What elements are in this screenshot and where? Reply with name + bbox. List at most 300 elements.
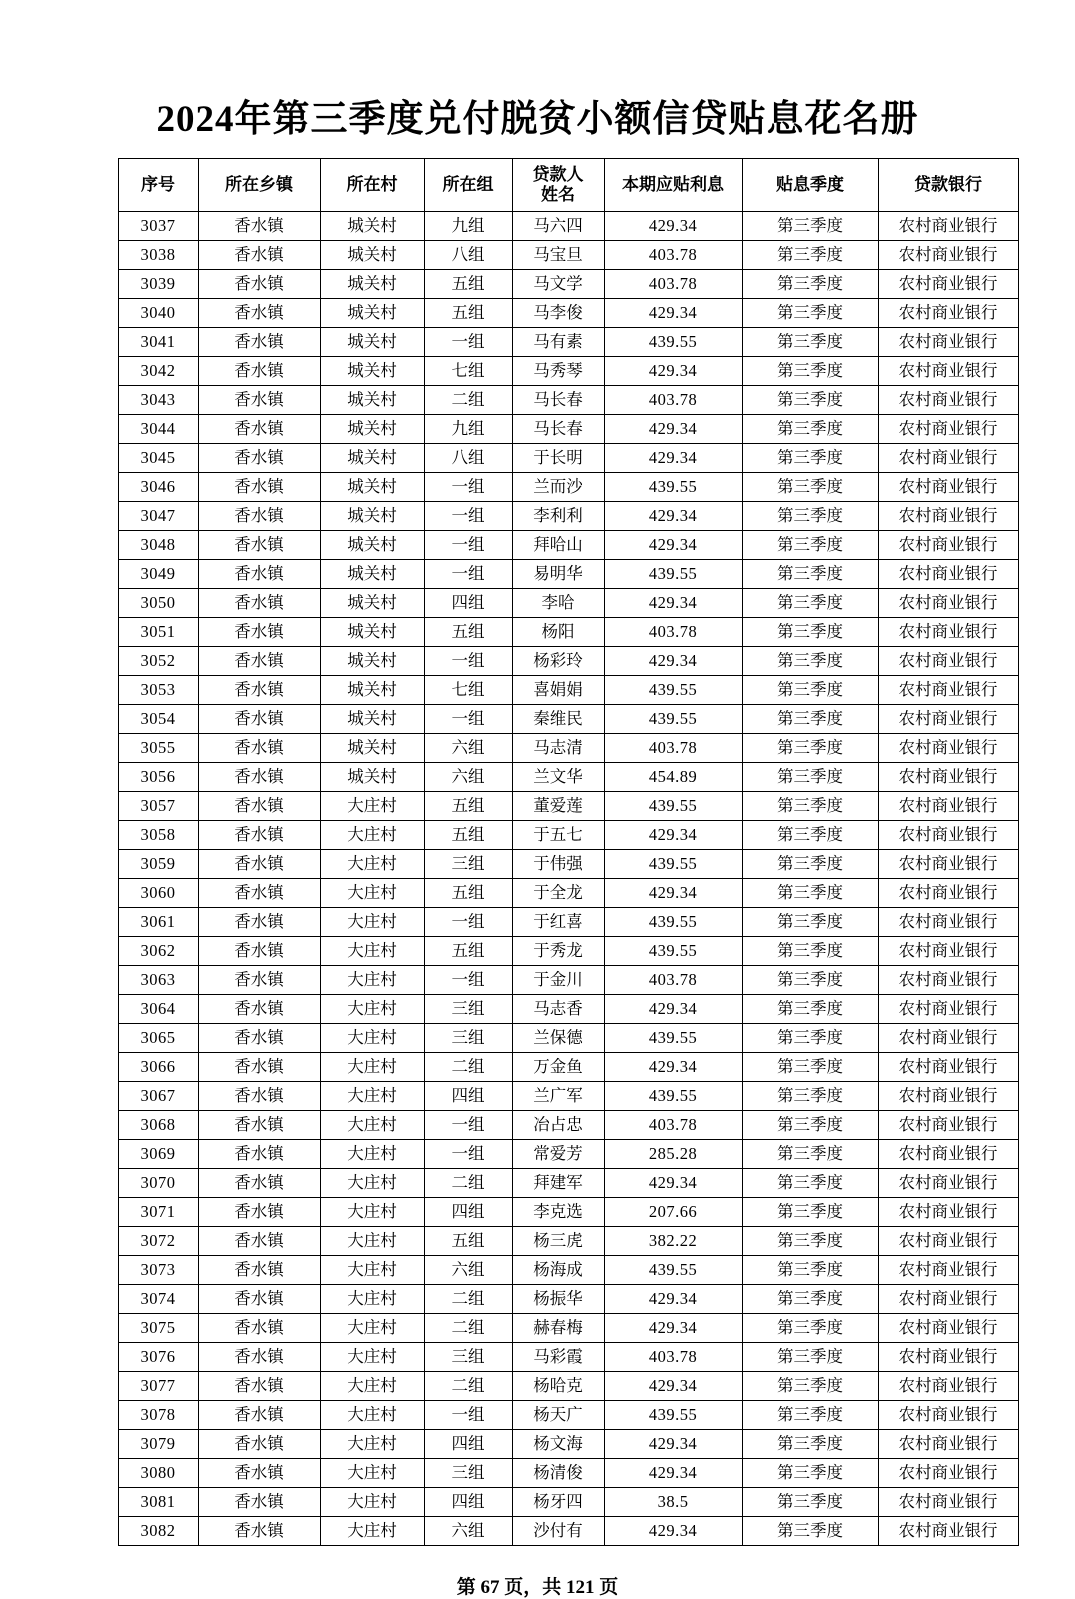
table-row [118, 415, 1018, 444]
cell-quarter: 第三季度 [742, 299, 878, 328]
cell-interest: 454.89 [604, 763, 742, 792]
cell-group: 二组 [424, 1285, 512, 1314]
table-row [118, 473, 1018, 502]
cell-interest: 429.34 [604, 212, 742, 241]
cell-borrower-name: 马文学 [512, 270, 604, 299]
cell-borrower-name: 沙付有 [512, 1517, 604, 1546]
cell-quarter: 第三季度 [742, 1024, 878, 1053]
cell-group: 一组 [424, 1140, 512, 1169]
cell-borrower-name: 于五七 [512, 821, 604, 850]
cell-village: 城关村 [320, 415, 424, 444]
cell-borrower-name: 喜娟娟 [512, 676, 604, 705]
cell-village: 城关村 [320, 241, 424, 270]
page-title: 2024年第三季度兑付脱贫小额信贷贴息花名册 [156, 99, 919, 140]
cell-borrower-name: 马志香 [512, 995, 604, 1024]
column-header-borrower-name [512, 159, 604, 212]
table-row [118, 1372, 1018, 1401]
cell-group: 六组 [424, 763, 512, 792]
cell-seq: 3066 [118, 1053, 198, 1082]
cell-interest: 429.34 [604, 1169, 742, 1198]
cell-borrower-name: 常爱芳 [512, 1140, 604, 1169]
cell-interest: 429.34 [604, 1372, 742, 1401]
cell-village: 大庄村 [320, 1459, 424, 1488]
cell-bank: 农村商业银行 [878, 647, 1018, 676]
table-row [118, 705, 1018, 734]
cell-group: 四组 [424, 1430, 512, 1459]
cell-seq: 3068 [118, 1111, 198, 1140]
cell-town: 香水镇 [198, 821, 320, 850]
cell-borrower-name: 赫春梅 [512, 1314, 604, 1343]
cell-seq: 3079 [118, 1430, 198, 1459]
cell-bank: 农村商业银行 [878, 1024, 1018, 1053]
cell-seq: 3069 [118, 1140, 198, 1169]
cell-group: 四组 [424, 1488, 512, 1517]
cell-village: 城关村 [320, 502, 424, 531]
cell-bank: 农村商业银行 [878, 212, 1018, 241]
cell-interest: 429.34 [604, 1053, 742, 1082]
cell-town: 香水镇 [198, 850, 320, 879]
cell-seq: 3051 [118, 618, 198, 647]
cell-interest: 403.78 [604, 1111, 742, 1140]
cell-group: 五组 [424, 270, 512, 299]
cell-seq: 3054 [118, 705, 198, 734]
table-row [118, 299, 1018, 328]
cell-quarter: 第三季度 [742, 1256, 878, 1285]
cell-town: 香水镇 [198, 734, 320, 763]
cell-town: 香水镇 [198, 1372, 320, 1401]
table-row [118, 1169, 1018, 1198]
table-row [118, 995, 1018, 1024]
cell-quarter: 第三季度 [742, 1430, 878, 1459]
cell-interest: 439.55 [604, 1024, 742, 1053]
cell-seq: 3056 [118, 763, 198, 792]
cell-town: 香水镇 [198, 1285, 320, 1314]
table-row [118, 1256, 1018, 1285]
cell-borrower-name: 马志清 [512, 734, 604, 763]
cell-bank: 农村商业银行 [878, 386, 1018, 415]
cell-group: 六组 [424, 1517, 512, 1546]
cell-seq: 3082 [118, 1517, 198, 1546]
cell-interest: 403.78 [604, 1343, 742, 1372]
cell-town: 香水镇 [198, 589, 320, 618]
cell-town: 香水镇 [198, 1111, 320, 1140]
cell-bank: 农村商业银行 [878, 1488, 1018, 1517]
cell-borrower-name: 杨振华 [512, 1285, 604, 1314]
cell-seq: 3052 [118, 647, 198, 676]
table-row [118, 241, 1018, 270]
table-row [118, 1111, 1018, 1140]
table-row [118, 647, 1018, 676]
cell-village: 大庄村 [320, 1314, 424, 1343]
cell-interest: 285.28 [604, 1140, 742, 1169]
cell-bank: 农村商业银行 [878, 1430, 1018, 1459]
table-row [118, 879, 1018, 908]
cell-seq: 3038 [118, 241, 198, 270]
cell-interest: 429.34 [604, 821, 742, 850]
column-header-bank: 贷款银行 [878, 159, 1018, 212]
cell-town: 香水镇 [198, 531, 320, 560]
cell-quarter: 第三季度 [742, 1227, 878, 1256]
cell-borrower-name: 马长春 [512, 415, 604, 444]
cell-quarter: 第三季度 [742, 763, 878, 792]
cell-bank: 农村商业银行 [878, 1169, 1018, 1198]
cell-seq: 3071 [118, 1198, 198, 1227]
table-row [118, 1314, 1018, 1343]
cell-group: 五组 [424, 618, 512, 647]
cell-group: 一组 [424, 647, 512, 676]
cell-group: 一组 [424, 705, 512, 734]
table-row [118, 966, 1018, 995]
cell-town: 香水镇 [198, 792, 320, 821]
cell-town: 香水镇 [198, 241, 320, 270]
cell-borrower-name: 万金鱼 [512, 1053, 604, 1082]
cell-bank: 农村商业银行 [878, 937, 1018, 966]
cell-village: 大庄村 [320, 821, 424, 850]
cell-town: 香水镇 [198, 502, 320, 531]
cell-quarter: 第三季度 [742, 1459, 878, 1488]
cell-town: 香水镇 [198, 415, 320, 444]
cell-bank: 农村商业银行 [878, 502, 1018, 531]
cell-town: 香水镇 [198, 1314, 320, 1343]
table-row [118, 1517, 1018, 1546]
cell-town: 香水镇 [198, 1430, 320, 1459]
cell-bank: 农村商业银行 [878, 1053, 1018, 1082]
cell-borrower-name: 杨海成 [512, 1256, 604, 1285]
cell-seq: 3061 [118, 908, 198, 937]
cell-town: 香水镇 [198, 676, 320, 705]
cell-seq: 3062 [118, 937, 198, 966]
cell-quarter: 第三季度 [742, 734, 878, 763]
cell-interest: 403.78 [604, 734, 742, 763]
cell-interest: 429.34 [604, 502, 742, 531]
cell-borrower-name: 马长春 [512, 386, 604, 415]
cell-village: 大庄村 [320, 879, 424, 908]
cell-bank: 农村商业银行 [878, 531, 1018, 560]
cell-seq: 3048 [118, 531, 198, 560]
cell-quarter: 第三季度 [742, 1343, 878, 1372]
cell-town: 香水镇 [198, 908, 320, 937]
cell-group: 五组 [424, 821, 512, 850]
cell-quarter: 第三季度 [742, 966, 878, 995]
cell-town: 香水镇 [198, 1140, 320, 1169]
cell-borrower-name: 易明华 [512, 560, 604, 589]
cell-seq: 3058 [118, 821, 198, 850]
cell-bank: 农村商业银行 [878, 241, 1018, 270]
table-row [118, 792, 1018, 821]
cell-village: 大庄村 [320, 1169, 424, 1198]
cell-bank: 农村商业银行 [878, 1314, 1018, 1343]
cell-village: 大庄村 [320, 792, 424, 821]
cell-bank: 农村商业银行 [878, 1227, 1018, 1256]
cell-group: 一组 [424, 908, 512, 937]
table-row [118, 1488, 1018, 1517]
cell-seq: 3067 [118, 1082, 198, 1111]
cell-borrower-name: 兰广军 [512, 1082, 604, 1111]
column-header-borrower-name-line1: 贷款人 [532, 165, 584, 185]
cell-town: 香水镇 [198, 1169, 320, 1198]
cell-village: 城关村 [320, 212, 424, 241]
cell-bank: 农村商业银行 [878, 1459, 1018, 1488]
cell-village: 城关村 [320, 531, 424, 560]
cell-borrower-name: 杨清俊 [512, 1459, 604, 1488]
cell-group: 七组 [424, 357, 512, 386]
cell-seq: 3064 [118, 995, 198, 1024]
cell-bank: 农村商业银行 [878, 1140, 1018, 1169]
cell-group: 二组 [424, 1314, 512, 1343]
cell-quarter: 第三季度 [742, 270, 878, 299]
table-row [118, 357, 1018, 386]
cell-borrower-name: 杨文海 [512, 1430, 604, 1459]
cell-borrower-name: 杨三虎 [512, 1227, 604, 1256]
cell-interest: 429.34 [604, 879, 742, 908]
cell-bank: 农村商业银行 [878, 1517, 1018, 1546]
cell-seq: 3063 [118, 966, 198, 995]
cell-village: 大庄村 [320, 1111, 424, 1140]
cell-interest: 429.34 [604, 444, 742, 473]
cell-borrower-name: 于全龙 [512, 879, 604, 908]
header-row [118, 159, 1018, 212]
cell-borrower-name: 杨哈克 [512, 1372, 604, 1401]
cell-group: 八组 [424, 444, 512, 473]
cell-quarter: 第三季度 [742, 1198, 878, 1227]
cell-seq: 3042 [118, 357, 198, 386]
cell-quarter: 第三季度 [742, 1169, 878, 1198]
column-header-borrower-name-line2: 姓名 [541, 185, 575, 204]
cell-interest: 439.55 [604, 676, 742, 705]
cell-borrower-name: 于伟强 [512, 850, 604, 879]
cell-interest: 439.55 [604, 705, 742, 734]
table-body [118, 212, 1018, 1546]
cell-borrower-name: 马六四 [512, 212, 604, 241]
table-row [118, 589, 1018, 618]
cell-village: 城关村 [320, 357, 424, 386]
table-header [118, 159, 1018, 212]
table-row [118, 821, 1018, 850]
cell-town: 香水镇 [198, 357, 320, 386]
cell-group: 一组 [424, 1401, 512, 1430]
cell-quarter: 第三季度 [742, 444, 878, 473]
cell-borrower-name: 李利利 [512, 502, 604, 531]
cell-interest: 439.55 [604, 1401, 742, 1430]
cell-village: 大庄村 [320, 1517, 424, 1546]
cell-borrower-name: 马李俊 [512, 299, 604, 328]
cell-group: 六组 [424, 1256, 512, 1285]
cell-town: 香水镇 [198, 763, 320, 792]
cell-quarter: 第三季度 [742, 1140, 878, 1169]
table-row [118, 937, 1018, 966]
cell-town: 香水镇 [198, 1227, 320, 1256]
table-row [118, 270, 1018, 299]
cell-borrower-name: 马宝旦 [512, 241, 604, 270]
table-row [118, 618, 1018, 647]
column-header-interest: 本期应贴利息 [604, 159, 742, 212]
cell-borrower-name: 于红喜 [512, 908, 604, 937]
cell-town: 香水镇 [198, 705, 320, 734]
cell-group: 二组 [424, 1053, 512, 1082]
cell-seq: 3046 [118, 473, 198, 502]
cell-seq: 3059 [118, 850, 198, 879]
table-row [118, 1082, 1018, 1111]
cell-borrower-name: 兰而沙 [512, 473, 604, 502]
cell-village: 城关村 [320, 560, 424, 589]
cell-quarter: 第三季度 [742, 1401, 878, 1430]
cell-quarter: 第三季度 [742, 705, 878, 734]
cell-bank: 农村商业银行 [878, 966, 1018, 995]
cell-interest: 429.34 [604, 1314, 742, 1343]
cell-town: 香水镇 [198, 879, 320, 908]
table-row [118, 502, 1018, 531]
cell-village: 城关村 [320, 589, 424, 618]
cell-interest: 429.34 [604, 357, 742, 386]
cell-town: 香水镇 [198, 1256, 320, 1285]
cell-bank: 农村商业银行 [878, 1285, 1018, 1314]
cell-bank: 农村商业银行 [878, 1256, 1018, 1285]
table-row [118, 328, 1018, 357]
cell-seq: 3041 [118, 328, 198, 357]
cell-quarter: 第三季度 [742, 879, 878, 908]
cell-interest: 403.78 [604, 618, 742, 647]
cell-borrower-name: 秦维民 [512, 705, 604, 734]
cell-quarter: 第三季度 [742, 676, 878, 705]
cell-seq: 3073 [118, 1256, 198, 1285]
cell-bank: 农村商业银行 [878, 357, 1018, 386]
cell-town: 香水镇 [198, 386, 320, 415]
cell-seq: 3072 [118, 1227, 198, 1256]
cell-town: 香水镇 [198, 328, 320, 357]
cell-group: 一组 [424, 560, 512, 589]
table-row [118, 1459, 1018, 1488]
cell-village: 城关村 [320, 676, 424, 705]
roster-table [118, 158, 1019, 1546]
cell-interest: 207.66 [604, 1198, 742, 1227]
cell-village: 大庄村 [320, 1343, 424, 1372]
cell-village: 城关村 [320, 473, 424, 502]
cell-town: 香水镇 [198, 444, 320, 473]
cell-group: 三组 [424, 995, 512, 1024]
cell-seq: 3077 [118, 1372, 198, 1401]
cell-group: 三组 [424, 1459, 512, 1488]
cell-interest: 439.55 [604, 792, 742, 821]
cell-interest: 439.55 [604, 1256, 742, 1285]
cell-bank: 农村商业银行 [878, 618, 1018, 647]
cell-village: 大庄村 [320, 937, 424, 966]
cell-interest: 429.34 [604, 1459, 742, 1488]
cell-interest: 429.34 [604, 647, 742, 676]
cell-borrower-name: 马有素 [512, 328, 604, 357]
cell-village: 城关村 [320, 444, 424, 473]
cell-seq: 3037 [118, 212, 198, 241]
cell-town: 香水镇 [198, 966, 320, 995]
cell-seq: 3074 [118, 1285, 198, 1314]
table-row [118, 1285, 1018, 1314]
cell-seq: 3050 [118, 589, 198, 618]
cell-borrower-name: 杨阳 [512, 618, 604, 647]
cell-borrower-name: 马彩霞 [512, 1343, 604, 1372]
cell-interest: 429.34 [604, 1517, 742, 1546]
cell-interest: 439.55 [604, 1082, 742, 1111]
column-header-group: 所在组 [424, 159, 512, 212]
cell-bank: 农村商业银行 [878, 270, 1018, 299]
cell-group: 七组 [424, 676, 512, 705]
page-footer: 第 67 页，共 121 页 [456, 1577, 619, 1598]
cell-interest: 429.34 [604, 299, 742, 328]
cell-village: 大庄村 [320, 1198, 424, 1227]
cell-bank: 农村商业银行 [878, 908, 1018, 937]
cell-bank: 农村商业银行 [878, 850, 1018, 879]
cell-quarter: 第三季度 [742, 328, 878, 357]
cell-borrower-name: 于金川 [512, 966, 604, 995]
column-header-quarter: 贴息季度 [742, 159, 878, 212]
cell-interest: 429.34 [604, 415, 742, 444]
cell-town: 香水镇 [198, 1459, 320, 1488]
cell-town: 香水镇 [198, 560, 320, 589]
cell-seq: 3076 [118, 1343, 198, 1372]
cell-quarter: 第三季度 [742, 560, 878, 589]
table-row [118, 908, 1018, 937]
cell-group: 五组 [424, 879, 512, 908]
cell-town: 香水镇 [198, 1517, 320, 1546]
cell-quarter: 第三季度 [742, 212, 878, 241]
cell-borrower-name: 杨牙四 [512, 1488, 604, 1517]
cell-town: 香水镇 [198, 647, 320, 676]
table-row [118, 1024, 1018, 1053]
cell-bank: 农村商业银行 [878, 1401, 1018, 1430]
cell-village: 城关村 [320, 328, 424, 357]
cell-bank: 农村商业银行 [878, 444, 1018, 473]
cell-interest: 403.78 [604, 241, 742, 270]
cell-bank: 农村商业银行 [878, 705, 1018, 734]
table-row [118, 1430, 1018, 1459]
cell-interest: 403.78 [604, 270, 742, 299]
cell-seq: 3040 [118, 299, 198, 328]
cell-village: 大庄村 [320, 1488, 424, 1517]
cell-interest: 439.55 [604, 560, 742, 589]
cell-village: 大庄村 [320, 908, 424, 937]
cell-bank: 农村商业银行 [878, 821, 1018, 850]
cell-quarter: 第三季度 [742, 531, 878, 560]
cell-interest: 439.55 [604, 850, 742, 879]
cell-town: 香水镇 [198, 1198, 320, 1227]
cell-bank: 农村商业银行 [878, 299, 1018, 328]
cell-quarter: 第三季度 [742, 241, 878, 270]
cell-bank: 农村商业银行 [878, 734, 1018, 763]
table-row [118, 676, 1018, 705]
cell-quarter: 第三季度 [742, 792, 878, 821]
cell-bank: 农村商业银行 [878, 792, 1018, 821]
cell-group: 三组 [424, 850, 512, 879]
cell-borrower-name: 李克选 [512, 1198, 604, 1227]
cell-group: 五组 [424, 792, 512, 821]
cell-bank: 农村商业银行 [878, 1082, 1018, 1111]
table-row [118, 1140, 1018, 1169]
cell-interest: 439.55 [604, 328, 742, 357]
cell-bank: 农村商业银行 [878, 415, 1018, 444]
cell-town: 香水镇 [198, 1053, 320, 1082]
cell-group: 四组 [424, 1082, 512, 1111]
cell-borrower-name: 于秀龙 [512, 937, 604, 966]
cell-town: 香水镇 [198, 1401, 320, 1430]
cell-group: 四组 [424, 589, 512, 618]
cell-borrower-name: 于长明 [512, 444, 604, 473]
cell-town: 香水镇 [198, 270, 320, 299]
cell-quarter: 第三季度 [742, 386, 878, 415]
cell-quarter: 第三季度 [742, 1314, 878, 1343]
cell-quarter: 第三季度 [742, 937, 878, 966]
cell-group: 一组 [424, 502, 512, 531]
cell-town: 香水镇 [198, 1343, 320, 1372]
cell-group: 九组 [424, 415, 512, 444]
cell-village: 大庄村 [320, 1430, 424, 1459]
